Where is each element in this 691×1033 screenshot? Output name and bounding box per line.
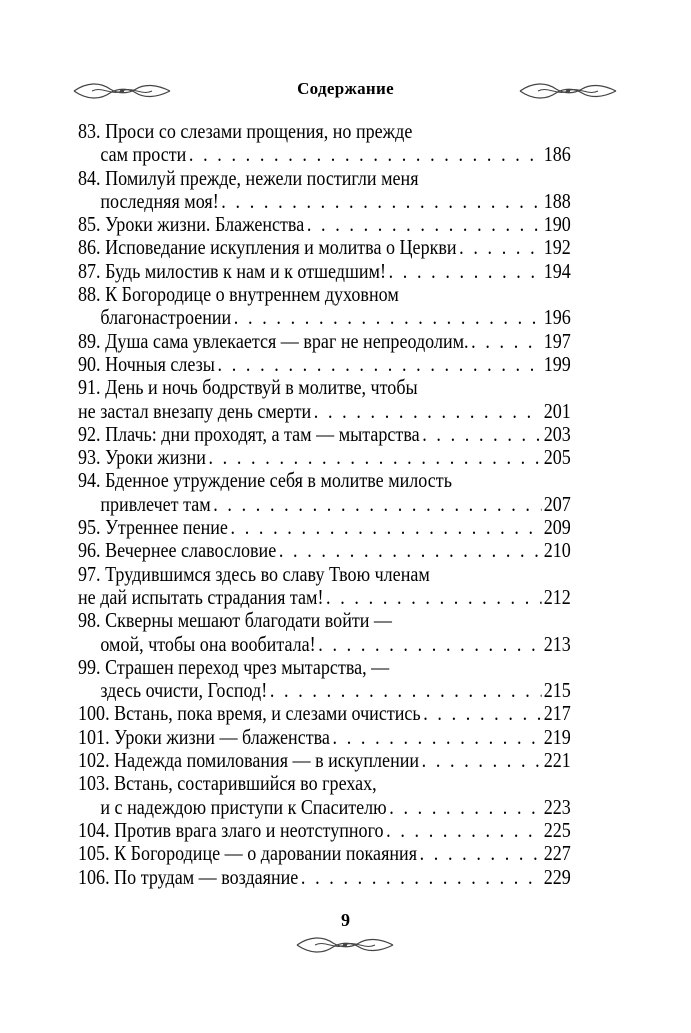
toc-entry: 91. День и ночь бодрствуй в молитве, чтобы не застал внезапу день смерти . . . 201 [78, 376, 571, 423]
toc-entry: 105. К Богородице — о даровании покаяния . . . 227 [78, 842, 571, 865]
toc-entry: 93. Уроки жизни . . . 205 [78, 446, 571, 469]
page-number: 9 [341, 910, 350, 930]
running-header [0, 76, 691, 106]
toc-entry: 83. Проси со слезами прощения, но прежде сам прости . . . 186 [78, 120, 571, 167]
toc-entry: 94. Бденное утруждение себя в молитве милость привлечет там . . . 207 [78, 469, 571, 516]
toc-entry: 89. Душа сама увлекается — враг не непреодолим. . . . 197 [78, 330, 571, 353]
toc-entry: 100. Встань, пока время, и слезами очистись . . . 217 [78, 702, 571, 725]
toc-entry: 92. Плачь: дни проходят, а там — мытарства . . . 203 [78, 423, 571, 446]
toc-entry: 88. К Богородице о внутреннем духовном благонастроении . . . 196 [78, 283, 571, 330]
toc-entry: 97. Трудившимся здесь во славу Твою членам не дай испытать страдания там! . . . 212 [78, 563, 571, 610]
toc-entry: 98. Скверны мешают благодати войти — омой, чтобы она вообитала! . . . 213 [78, 609, 571, 656]
table-of-contents [78, 120, 571, 889]
toc-entry: 86. Исповедание искупления и молитва о Церкви . . . 192 [78, 236, 571, 259]
flourish-ornament-right-icon [518, 80, 618, 102]
toc-entry: 84. Помилуй прежде, нежели постигли меня последняя моя! . . . 188 [78, 167, 571, 214]
toc-entry: 87. Будь милостив к нам и к отшедшим! . . . 194 [78, 260, 571, 283]
toc-entry: 103. Встань, состарившийся во грехах, и с надеждою приступи к Спасителю . . . 223 [78, 772, 571, 819]
flourish-ornament-bottom-icon [295, 934, 395, 956]
toc-entry: 95. Утреннее пение . . . 209 [78, 516, 571, 539]
toc-entry: 99. Страшен переход чрез мытарства, — здесь очисти, Господ! . . . 215 [78, 656, 571, 703]
page-footer [0, 910, 691, 931]
page-title: Содержание [297, 79, 394, 98]
toc-entry: 101. Уроки жизни — блаженства . . . 219 [78, 726, 571, 749]
toc-entry: 106. По трудам — воздаяние . . . 229 [78, 866, 571, 889]
toc-entry: 96. Вечернее славословие . . . 210 [78, 539, 571, 562]
toc-entry: 104. Против врага злаго и неотступного . . . 225 [78, 819, 571, 842]
toc-entry: 90. Ночныя слезы . . . 199 [78, 353, 571, 376]
toc-entry: 85. Уроки жизни. Блаженства . . . 190 [78, 213, 571, 236]
toc-entry: 102. Надежда помилования — в искуплении . . . 221 [78, 749, 571, 772]
